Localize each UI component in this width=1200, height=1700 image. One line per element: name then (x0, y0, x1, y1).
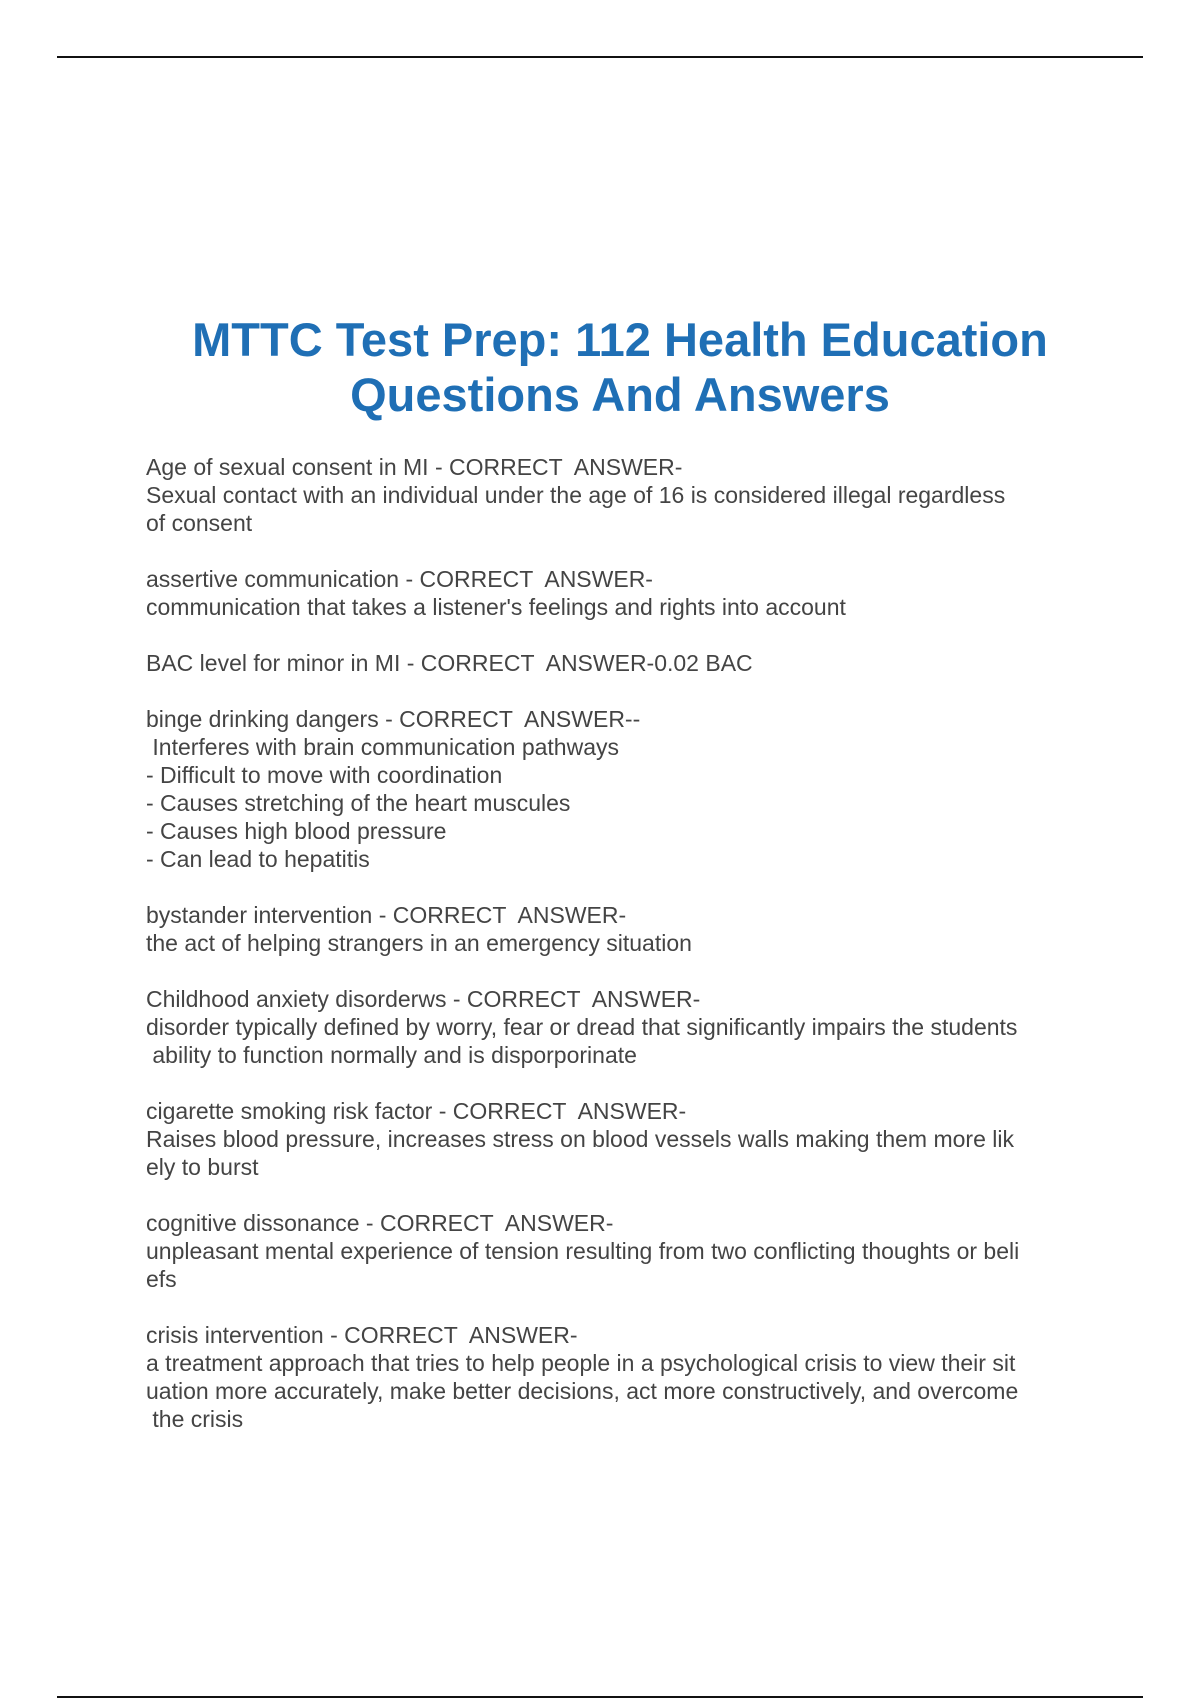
question-line: binge drinking dangers - CORRECT ANSWER-- (146, 706, 641, 732)
answer-line: the crisis (146, 1406, 244, 1432)
qa-entry (146, 1321, 1096, 1433)
document-title (100, 312, 1140, 422)
question-line: crisis intervention - CORRECT ANSWER- (146, 1322, 578, 1348)
answer-line: Raises blood pressure, increases stress on blood vessels walls making them more lik (146, 1126, 1014, 1152)
answer-line: - Causes stretching of the heart muscules (146, 790, 571, 816)
answer-line: unpleasant mental experience of tension resulting from two conflicting thoughts or beli (146, 1238, 1020, 1264)
qa-entry (146, 649, 1096, 677)
qa-entry (146, 565, 1096, 621)
qa-list (146, 453, 1096, 1461)
answer-line: disorder typically defined by worry, fear or dread that significantly impairs the students (146, 1014, 1018, 1040)
question-line: cigarette smoking risk factor - CORRECT ANSWER- (146, 1098, 687, 1124)
title-line: Questions And Answers (350, 368, 890, 421)
answer-line: - Causes high blood pressure (146, 818, 447, 844)
question-line: Childhood anxiety disorderws - CORRECT ANSWER- (146, 986, 701, 1012)
qa-entry (146, 901, 1096, 957)
qa-entry (146, 985, 1096, 1069)
question-line: Age of sexual consent in MI - CORRECT ANSWER- (146, 454, 683, 480)
answer-line: of consent (146, 510, 253, 536)
footer-rule (57, 1696, 1143, 1698)
answer-line: a treatment approach that tries to help people in a psychological crisis to view their sit (146, 1350, 1016, 1376)
answer-line: uation more accurately, make better decisions, act more constructively, and overcome (146, 1378, 1019, 1404)
qa-entry (146, 453, 1096, 537)
qa-entry (146, 1097, 1096, 1181)
answer-line: communication that takes a listener's feelings and rights into account (146, 594, 846, 620)
question-line: cognitive dissonance - CORRECT ANSWER- (146, 1210, 614, 1236)
title-line: MTTC Test Prep: 112 Health Education (192, 313, 1048, 366)
question-line: BAC level for minor in MI - CORRECT ANSWER-0.02 BAC (146, 650, 753, 676)
answer-line: - Difficult to move with coordination (146, 762, 503, 788)
answer-line: Sexual contact with an individual under the age of 16 is considered illegal regardless (146, 482, 1006, 508)
answer-line: efs (146, 1266, 177, 1292)
answer-line: Interferes with brain communication pathways (146, 734, 619, 760)
answer-line: - Can lead to hepatitis (146, 846, 370, 872)
answer-line: ability to function normally and is disporporinate (146, 1042, 637, 1068)
question-line: bystander intervention - CORRECT ANSWER- (146, 902, 627, 928)
question-line: assertive communication - CORRECT ANSWER- (146, 566, 653, 592)
header-rule (57, 56, 1143, 58)
answer-line: the act of helping strangers in an emergency situation (146, 930, 692, 956)
qa-entry (146, 705, 1096, 873)
answer-line: ely to burst (146, 1154, 259, 1180)
qa-entry (146, 1209, 1096, 1293)
